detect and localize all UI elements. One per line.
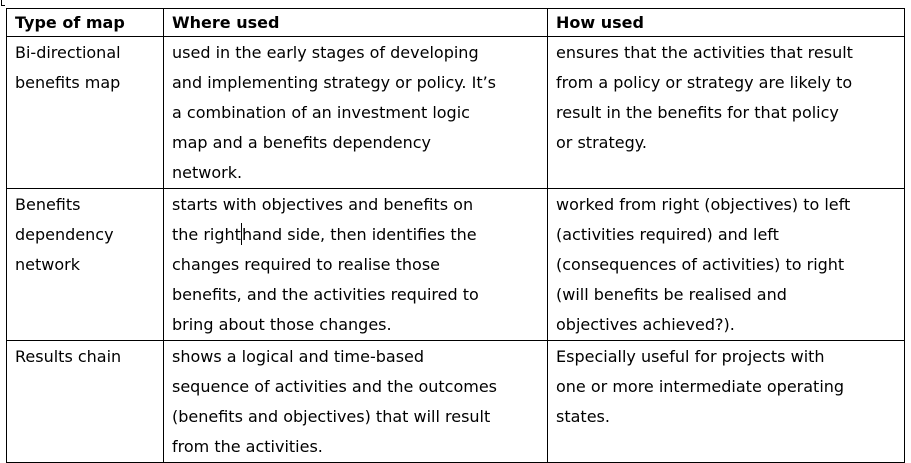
cell-text-line: starts with objectives and benefits on (172, 195, 474, 214)
cell-text-fragment: the right (172, 225, 241, 244)
cell-text-line: dependency (15, 225, 114, 244)
table-row (7, 341, 905, 463)
cell-text-line: sequence of activities and the outcomes (172, 377, 497, 396)
cell-where-used (164, 37, 548, 189)
cell-text-fragment: hand side, then identifies the (241, 225, 477, 244)
cell-how-used (548, 341, 905, 463)
cell-how-used (548, 37, 905, 189)
cell-text-line: states. (556, 407, 610, 426)
cell-text-line: Benefits (15, 195, 81, 214)
cell-text-line: worked from right (objectives) to left (556, 195, 851, 214)
cell-text-line: result in the benefits for that policy (556, 103, 839, 122)
cell-text-line: benefits, and the activities required to (172, 285, 479, 304)
cell-text-line: map and a benefits dependency (172, 133, 432, 152)
cell-text-line: ensures that the activities that result (556, 43, 853, 62)
cell-text-line: (will benefits be realised and (556, 285, 787, 304)
cell-text-line: one or more intermediate operating (556, 377, 845, 396)
cell-type (7, 189, 164, 341)
header-where-used: Where used (164, 9, 548, 37)
table-row (7, 37, 905, 189)
cell-text-line: (consequences of activities) to right (556, 255, 845, 274)
cell-text-line: Especially useful for projects with (556, 347, 825, 366)
header-row (7, 9, 905, 37)
cell-how-used (548, 189, 905, 341)
cell-text-line: and implementing strategy or policy. It’s (172, 73, 497, 92)
cell-text-line: from a policy or strategy are likely to (556, 73, 853, 92)
cell-text-line: network (15, 255, 80, 274)
cell-text-line: from the activities. (172, 437, 323, 456)
cell-text-line: Bi-directional (15, 43, 121, 62)
cell-text-line: network. (172, 163, 243, 182)
cell-text-line: benefits map (15, 73, 121, 92)
table-row (7, 189, 905, 341)
cell-text-line: shows a logical and time-based (172, 347, 425, 366)
cell-type (7, 341, 164, 463)
cell-text-line: used in the early stages of developing (172, 43, 479, 62)
cell-where-used (164, 341, 548, 463)
cell-text-line: objectives achieved?). (556, 315, 735, 334)
cell-text-line: or strategy. (556, 133, 647, 152)
cell-text-line: (activities required) and left (556, 225, 779, 244)
cell-text-line: changes required to realise those (172, 255, 440, 274)
cell-type (7, 37, 164, 189)
cell-text-line (172, 220, 547, 250)
cell-text-line: a combination of an investment logic (172, 103, 470, 122)
map-types-table (6, 8, 905, 463)
cell-where-used (164, 189, 548, 341)
cell-text-line: (benefits and objectives) that will result (172, 407, 491, 426)
cell-text-line: Results chain (15, 347, 122, 366)
cell-text-line: bring about those changes. (172, 315, 392, 334)
text-boundary-mark (1, 0, 5, 6)
header-type-of-map: Type of map (7, 9, 164, 37)
header-how-used: How used (548, 9, 905, 37)
